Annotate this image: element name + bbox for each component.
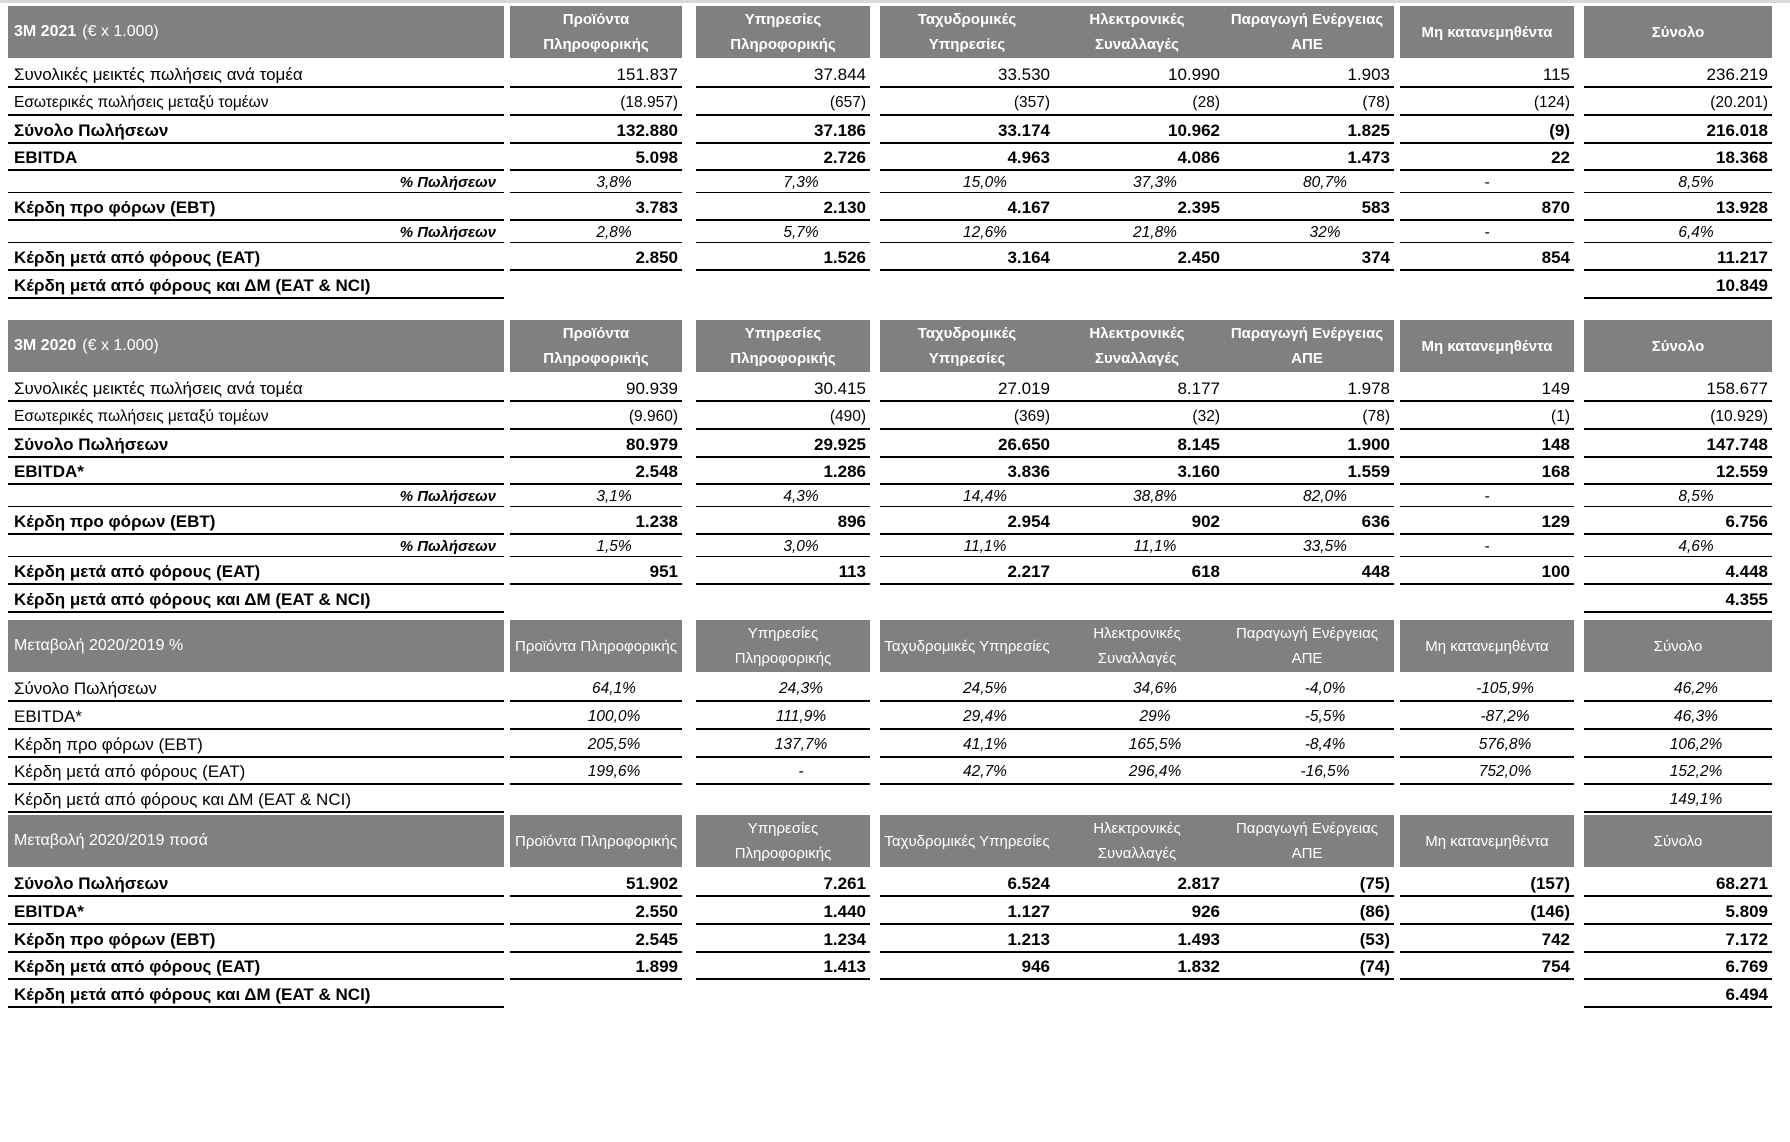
table-row (8, 927, 1780, 955)
row-value: 2.817 (1050, 871, 1224, 897)
table-row (8, 587, 1780, 615)
column-header: Προϊόντα Πληροφορικής (510, 320, 682, 372)
row-value: 1.286 (696, 459, 870, 485)
row-value: 752,0% (1400, 759, 1574, 785)
row-value: -5,5% (1220, 704, 1394, 730)
column-header: Μη κατανεμηθέντα (1400, 815, 1574, 867)
row-value: 3.783 (510, 195, 682, 221)
row-value: 68.271 (1584, 871, 1772, 897)
row-value: 1,5% (510, 537, 682, 557)
row-label: Κέρδη μετά από φόρους και ΔΜ (EAT & NCI) (8, 787, 504, 813)
row-label: Σύνολο Πωλήσεων (8, 118, 504, 144)
row-value: (657) (696, 90, 870, 116)
table-row (8, 118, 1780, 146)
row-value: 46,2% (1584, 676, 1772, 702)
column-header: Ταχυδρομικές Υπηρεσίες (880, 6, 1054, 58)
row-value: 1.493 (1050, 927, 1224, 953)
row-value: -4,0% (1220, 676, 1394, 702)
row-value: 6.769 (1584, 954, 1772, 980)
row-value: -87,2% (1400, 704, 1574, 730)
row-value: (490) (696, 404, 870, 430)
row-label: Κέρδη μετά από φόρους (EAT) (8, 245, 504, 271)
row-value: (124) (1400, 90, 1574, 116)
row-value: (74) (1220, 954, 1394, 980)
row-value: 896 (696, 509, 870, 535)
row-value: (28) (1050, 90, 1224, 116)
table-row (8, 759, 1780, 787)
column-header: Μη κατανεμηθέντα (1400, 6, 1574, 58)
table-t2020 (8, 320, 1780, 615)
row-value: 149 (1400, 376, 1574, 402)
column-header: Σύνολο (1584, 6, 1772, 58)
row-value: 3.160 (1050, 459, 1224, 485)
row-label: EBITDA* (8, 899, 504, 925)
row-value: (78) (1220, 90, 1394, 116)
row-value: 8.177 (1050, 376, 1224, 402)
row-value: (146) (1400, 899, 1574, 925)
row-value: 1.526 (696, 245, 870, 271)
row-value: 1.473 (1220, 145, 1394, 171)
column-header: Ηλεκτρονικές Συναλλαγές (1050, 6, 1224, 58)
row-value: 137,7% (696, 732, 870, 758)
row-value: 2,8% (510, 223, 682, 243)
row-label: Κέρδη μετά από φόρους (EAT) (8, 954, 504, 980)
row-value: -105,9% (1400, 676, 1574, 702)
row-value: 13.928 (1584, 195, 1772, 221)
row-value: 1.903 (1220, 62, 1394, 88)
table-row (8, 376, 1780, 404)
row-value: (53) (1220, 927, 1394, 953)
column-header: Μη κατανεμηθέντα (1400, 320, 1574, 372)
column-header: Ταχυδρομικές Υπηρεσίες (880, 320, 1054, 372)
row-value: 100 (1400, 559, 1574, 585)
row-value: 1.127 (880, 899, 1054, 925)
row-value: 14,4% (880, 487, 1054, 507)
row-value: 8,5% (1584, 173, 1772, 193)
row-value: 636 (1220, 509, 1394, 535)
column-header: Σύνολο (1584, 620, 1772, 672)
row-value: 64,1% (510, 676, 682, 702)
table-row (8, 223, 1780, 245)
row-value: 2.395 (1050, 195, 1224, 221)
table-header (8, 320, 1780, 376)
table-row (8, 404, 1780, 432)
table-title-text: Μεταβολή 2020/2019 % (14, 637, 184, 654)
row-value: 24,5% (880, 676, 1054, 702)
row-value: 115 (1400, 62, 1574, 88)
row-value: (18.957) (510, 90, 682, 116)
table-row (8, 432, 1780, 460)
row-value: (357) (880, 90, 1054, 116)
row-value: 4,3% (696, 487, 870, 507)
row-value: 10.990 (1050, 62, 1224, 88)
row-value: (75) (1220, 871, 1394, 897)
row-value: 29% (1050, 704, 1224, 730)
table-header (8, 815, 1780, 871)
row-value: (78) (1220, 404, 1394, 430)
row-label: Κέρδη προ φόρων (EBT) (8, 732, 504, 758)
row-value: 29,4% (880, 704, 1054, 730)
row-label: Εσωτερικές πωλήσεις μεταξύ τομέων (8, 90, 504, 116)
row-label: Κέρδη προ φόρων (EBT) (8, 195, 504, 221)
column-header: Παραγωγή Ενέργειας ΑΠΕ (1220, 815, 1394, 867)
row-label: % Πωλήσεων (8, 223, 504, 243)
row-value: 1.440 (696, 899, 870, 925)
row-label: Συνολικές μεικτές πωλήσεις ανά τομέα (8, 62, 504, 88)
column-header: Προϊόντα Πληροφορικής (510, 620, 682, 672)
row-value: 3.836 (880, 459, 1054, 485)
table-row (8, 273, 1780, 301)
row-value: 2.217 (880, 559, 1054, 585)
row-value: 742 (1400, 927, 1574, 953)
table-row (8, 195, 1780, 223)
table-row (8, 173, 1780, 195)
row-value: 4.963 (880, 145, 1054, 171)
column-header: Υπηρεσίες Πληροφορικής (696, 815, 870, 867)
row-value: 33,5% (1220, 537, 1394, 557)
row-value: 2.726 (696, 145, 870, 171)
table-tamt (8, 815, 1780, 1010)
row-value: 1.559 (1220, 459, 1394, 485)
row-value: 26.650 (880, 432, 1054, 458)
table-row (8, 676, 1780, 704)
column-header: Ηλεκτρονικές Συναλλαγές (1050, 320, 1224, 372)
column-header: Ηλεκτρονικές Συναλλαγές (1050, 815, 1224, 867)
row-value: 4.086 (1050, 145, 1224, 171)
row-value: 236.219 (1584, 62, 1772, 88)
row-value: 80,7% (1220, 173, 1394, 193)
row-label: Κέρδη μετά από φόρους (EAT) (8, 759, 504, 785)
row-value: 3.164 (880, 245, 1054, 271)
row-value: 21,8% (1050, 223, 1224, 243)
row-value: 1.413 (696, 954, 870, 980)
row-value: 24,3% (696, 676, 870, 702)
row-label: Κέρδη προ φόρων (EBT) (8, 509, 504, 535)
row-value: 33.530 (880, 62, 1054, 88)
table-unit: (€ x 1.000) (82, 23, 159, 40)
row-value: 4.448 (1584, 559, 1772, 585)
row-value: 106,2% (1584, 732, 1772, 758)
row-value: 29.925 (696, 432, 870, 458)
row-value: 205,5% (510, 732, 682, 758)
row-value: 158.677 (1584, 376, 1772, 402)
row-value: 11,1% (880, 537, 1054, 557)
row-value: 2.550 (510, 899, 682, 925)
table-title-text: 3Μ 2020 (14, 337, 77, 354)
table-row (8, 871, 1780, 899)
row-value: 7.261 (696, 871, 870, 897)
row-value: 168 (1400, 459, 1574, 485)
row-value: 448 (1220, 559, 1394, 585)
row-value: (32) (1050, 404, 1224, 430)
row-value: 38,8% (1050, 487, 1224, 507)
column-header: Παραγωγή Ενέργειας ΑΠΕ (1220, 320, 1394, 372)
row-value: 2.548 (510, 459, 682, 485)
row-value: 6,4% (1584, 223, 1772, 243)
row-value: 4,6% (1584, 537, 1772, 557)
row-value: 41,1% (880, 732, 1054, 758)
row-value: 2.545 (510, 927, 682, 953)
table-row (8, 537, 1780, 559)
row-value: (157) (1400, 871, 1574, 897)
table-row (8, 62, 1780, 90)
table-title (8, 815, 504, 867)
table-title (8, 320, 504, 372)
table-header (8, 6, 1780, 62)
row-value: 926 (1050, 899, 1224, 925)
column-header: Ταχυδρομικές Υπηρεσίες (880, 620, 1054, 672)
row-total-value: 149,1% (1584, 787, 1772, 813)
column-header: Σύνολο (1584, 320, 1772, 372)
row-label: EBITDA* (8, 704, 504, 730)
row-label: Κέρδη προ φόρων (EBT) (8, 927, 504, 953)
row-value: 6.524 (880, 871, 1054, 897)
table-row (8, 732, 1780, 760)
row-label: Κέρδη μετά από φόρους και ΔΜ (EAT & NCI) (8, 587, 504, 613)
table-row (8, 459, 1780, 487)
row-value: 2.450 (1050, 245, 1224, 271)
row-value: 5.809 (1584, 899, 1772, 925)
row-value: 90.939 (510, 376, 682, 402)
row-value: 7.172 (1584, 927, 1772, 953)
row-value: (9) (1400, 118, 1574, 144)
row-value: 12,6% (880, 223, 1054, 243)
row-value: (1) (1400, 404, 1574, 430)
row-value: 165,5% (1050, 732, 1224, 758)
table-title (8, 620, 504, 672)
row-value: 3,8% (510, 173, 682, 193)
row-value: 902 (1050, 509, 1224, 535)
row-value: 5.098 (510, 145, 682, 171)
row-label: EBITDA* (8, 459, 504, 485)
row-value: 11,1% (1050, 537, 1224, 557)
row-value: 82,0% (1220, 487, 1394, 507)
row-value: - (1400, 537, 1574, 557)
row-label: Συνολικές μεικτές πωλήσεις ανά τομέα (8, 376, 504, 402)
row-value: 18.368 (1584, 145, 1772, 171)
column-header: Μη κατανεμηθέντα (1400, 620, 1574, 672)
table-header (8, 620, 1780, 676)
table-title-text: 3Μ 2021 (14, 23, 77, 40)
row-value: 42,7% (880, 759, 1054, 785)
row-value: 147.748 (1584, 432, 1772, 458)
row-value: 10.962 (1050, 118, 1224, 144)
row-value: 15,0% (880, 173, 1054, 193)
row-value: 754 (1400, 954, 1574, 980)
row-value: 37,3% (1050, 173, 1224, 193)
row-value: 2.954 (880, 509, 1054, 535)
row-value: 216.018 (1584, 118, 1772, 144)
row-total-value: 4.355 (1584, 587, 1772, 613)
row-value: 8.145 (1050, 432, 1224, 458)
row-value: -8,4% (1220, 732, 1394, 758)
row-value: 152,2% (1584, 759, 1772, 785)
row-value: (86) (1220, 899, 1394, 925)
row-value: 1.978 (1220, 376, 1394, 402)
row-value: 374 (1220, 245, 1394, 271)
row-label: Σύνολο Πωλήσεων (8, 871, 504, 897)
table-row (8, 559, 1780, 587)
row-value: 37.186 (696, 118, 870, 144)
row-value: - (1400, 487, 1574, 507)
row-value: 6.756 (1584, 509, 1772, 535)
row-label: Σύνολο Πωλήσεων (8, 432, 504, 458)
row-value: 113 (696, 559, 870, 585)
row-value: 2.850 (510, 245, 682, 271)
table-row (8, 787, 1780, 815)
row-value: 32% (1220, 223, 1394, 243)
row-value: 1.832 (1050, 954, 1224, 980)
row-value: 12.559 (1584, 459, 1772, 485)
row-value: 3,0% (696, 537, 870, 557)
row-value: 576,8% (1400, 732, 1574, 758)
row-label: Σύνολο Πωλήσεων (8, 676, 504, 702)
table-unit: (€ x 1.000) (82, 337, 159, 354)
row-label: Κέρδη μετά από φόρους και ΔΜ (EAT & NCI) (8, 982, 504, 1008)
table-row (8, 245, 1780, 273)
row-value: (20.201) (1584, 90, 1772, 116)
row-value: 100,0% (510, 704, 682, 730)
row-total-value: 10.849 (1584, 273, 1772, 299)
row-value: 46,3% (1584, 704, 1772, 730)
row-value: 2.130 (696, 195, 870, 221)
row-label: % Πωλήσεων (8, 173, 504, 193)
row-value: 34,6% (1050, 676, 1224, 702)
column-header: Προϊόντα Πληροφορικής (510, 815, 682, 867)
column-header: Υπηρεσίες Πληροφορικής (696, 6, 870, 58)
row-value: 33.174 (880, 118, 1054, 144)
row-value: 111,9% (696, 704, 870, 730)
row-value: 5,7% (696, 223, 870, 243)
row-value: 132.880 (510, 118, 682, 144)
row-value: - (1400, 173, 1574, 193)
row-value: 1.213 (880, 927, 1054, 953)
row-value: 51.902 (510, 871, 682, 897)
row-value: 946 (880, 954, 1054, 980)
table-row (8, 704, 1780, 732)
row-value: 30.415 (696, 376, 870, 402)
row-value: 22 (1400, 145, 1574, 171)
row-value: 151.837 (510, 62, 682, 88)
row-label: Εσωτερικές πωλήσεις μεταξύ τομέων (8, 404, 504, 430)
row-label: % Πωλήσεων (8, 537, 504, 557)
table-t2021 (8, 6, 1780, 301)
row-value: 870 (1400, 195, 1574, 221)
column-header: Παραγωγή Ενέργειας ΑΠΕ (1220, 6, 1394, 58)
row-label: % Πωλήσεων (8, 487, 504, 507)
table-row (8, 145, 1780, 173)
row-value: 4.167 (880, 195, 1054, 221)
column-header: Ηλεκτρονικές Συναλλαγές (1050, 620, 1224, 672)
row-value: 854 (1400, 245, 1574, 271)
row-value: 148 (1400, 432, 1574, 458)
column-header: Υπηρεσίες Πληροφορικής (696, 320, 870, 372)
page-top-rule (0, 0, 1790, 3)
column-header: Υπηρεσίες Πληροφορικής (696, 620, 870, 672)
table-row (8, 509, 1780, 537)
row-value: 583 (1220, 195, 1394, 221)
table-row (8, 90, 1780, 118)
table-row (8, 899, 1780, 927)
row-value: 7,3% (696, 173, 870, 193)
column-header: Προϊόντα Πληροφορικής (510, 6, 682, 58)
row-value: -16,5% (1220, 759, 1394, 785)
row-value: 11.217 (1584, 245, 1772, 271)
row-value: 37.844 (696, 62, 870, 88)
row-value: 27.019 (880, 376, 1054, 402)
row-value: 199,6% (510, 759, 682, 785)
row-value: 1.825 (1220, 118, 1394, 144)
row-value: (10.929) (1584, 404, 1772, 430)
row-value: 951 (510, 559, 682, 585)
row-value: 1.899 (510, 954, 682, 980)
row-label: Κέρδη μετά από φόρους (EAT) (8, 559, 504, 585)
row-value: 3,1% (510, 487, 682, 507)
table-row (8, 954, 1780, 982)
column-header: Σύνολο (1584, 815, 1772, 867)
row-total-value: 6.494 (1584, 982, 1772, 1008)
row-value: 1.234 (696, 927, 870, 953)
row-value: (9.960) (510, 404, 682, 430)
row-value: 1.238 (510, 509, 682, 535)
table-row (8, 487, 1780, 509)
row-value: - (1400, 223, 1574, 243)
row-value: 618 (1050, 559, 1224, 585)
row-value: 296,4% (1050, 759, 1224, 785)
column-header: Παραγωγή Ενέργειας ΑΠΕ (1220, 620, 1394, 672)
row-value: 8,5% (1584, 487, 1772, 507)
row-value: (369) (880, 404, 1054, 430)
column-header: Ταχυδρομικές Υπηρεσίες (880, 815, 1054, 867)
row-value: - (696, 759, 870, 785)
row-value: 1.900 (1220, 432, 1394, 458)
row-label: EBITDA (8, 145, 504, 171)
table-row (8, 982, 1780, 1010)
table-title (8, 6, 504, 58)
row-label: Κέρδη μετά από φόρους και ΔΜ (EAT & NCI) (8, 273, 504, 299)
row-value: 129 (1400, 509, 1574, 535)
table-tpct (8, 620, 1780, 815)
row-value: 80.979 (510, 432, 682, 458)
table-title-text: Μεταβολή 2020/2019 ποσά (14, 832, 208, 849)
